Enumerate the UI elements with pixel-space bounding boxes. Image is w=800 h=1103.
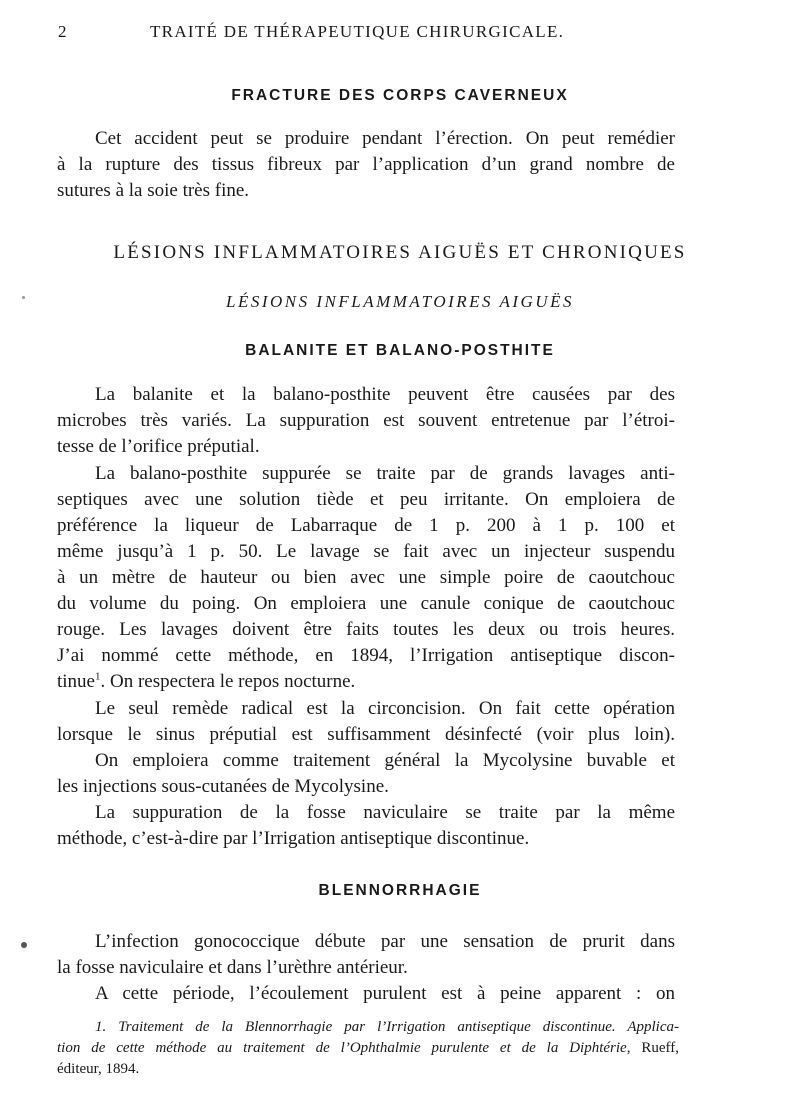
paragraph-line: à la rupture des tissus fibreux par l’application d’un grand nombre de [57,154,675,175]
footnote-marker: 1 [95,670,101,683]
paragraph-line: rouge. Les lavages doivent être faits toutes les deux ou trois heures. [57,619,675,640]
footnote-line [57,1038,679,1059]
section-heading-fracture: FRACTURE DES CORPS CAVERNEUX [231,87,569,104]
footnote-line: 1. Traitement de la Blennorrhagie par l’Irrigation antiseptique discontinue. Applica- [95,1019,679,1035]
paragraph-line: A cette période, l’écoulement purulent est à peine apparent : on [95,983,675,1004]
paragraph-line: La balano-posthite suppurée se traite par de grands lavages anti- [95,463,675,484]
section-heading-balanite: BALANITE ET BALANO-POSTHITE [245,342,555,359]
paragraph-line: préférence la liqueur de Labarraque de 1 p. 200 à 1 p. 100 et [57,515,675,536]
paragraph-line: à un mètre de hauteur ou bien avec une simple poire de caoutchouc [57,567,675,588]
line-text: . On respectera le repos nocturne. [100,671,356,692]
footnote-publisher: Rueff, [630,1040,679,1056]
paragraph-line: tesse de l’orifice préputial. [57,436,260,457]
line-text: tinue [57,671,95,692]
scan-speck [22,296,25,299]
section-heading-blennorrhagie: BLENNORRHAGIE [318,882,482,899]
subchapter-heading: LÉSIONS INFLAMMATOIRES AIGUËS [226,292,574,311]
paragraph-line: J’ai nommé cette méthode, en 1894, l’Irrigation antiseptique discon- [57,645,675,666]
footnote-line [57,1059,679,1080]
paragraph-line: L’infection gonococcique débute par une sensation de prurit dans [95,931,675,952]
paragraph-line: du volume du poing. On emploiera une canule conique de caoutchouc [57,593,675,614]
paragraph-line: méthode, c’est-à-dire par l’Irrigation antiseptique discontinue. [57,828,530,849]
paragraph-line: même jusqu’à 1 p. 50. Le lavage se fait avec un injecteur suspendu [57,541,675,562]
paragraph-line [57,669,675,695]
footnote-text: éditeur, 1894. [57,1061,140,1077]
paragraph-line: Cet accident peut se produire pendant l’érection. On peut remédier [95,128,675,149]
paragraph-line: la fosse naviculaire et dans l’urèthre antérieur. [57,957,408,978]
page-number: 2 [58,22,67,41]
paragraph-line: La suppuration de la fosse naviculaire se traite par la même [95,802,675,823]
paragraph-line: sutures à la soie très fine. [57,180,250,201]
running-header [0,22,800,46]
running-title: TRAITÉ DE THÉRAPEUTIQUE CHIRURGICALE. [150,22,565,41]
paragraph-line: On emploiera comme traitement général la Mycolysine buvable et [95,750,675,771]
paragraph-line: microbes très variés. La suppuration est souvent entretenue par l’étroi- [57,410,675,431]
paragraph-line: les injections sous-cutanées de Mycolysine. [57,776,389,797]
paragraph-line: La balanite et la balano-posthite peuvent être causées par des [95,384,675,405]
scan-speck [21,942,27,948]
paragraph-line: Le seul remède radical est la circoncision. On fait cette opération [95,698,675,719]
paragraph-line: septiques avec une solution tiède et peu irritante. On emploiera de [57,489,675,510]
footnote-text: tion de cette méthode au traitement de l’Ophthalmie purulente et de la Diphtérie, [57,1040,631,1056]
chapter-heading: LÉSIONS INFLAMMATOIRES AIGUËS ET CHRONIQUES [113,242,687,263]
paragraph-line: lorsque le sinus préputial est suffisamment désinfecté (voir plus loin). [57,724,675,745]
